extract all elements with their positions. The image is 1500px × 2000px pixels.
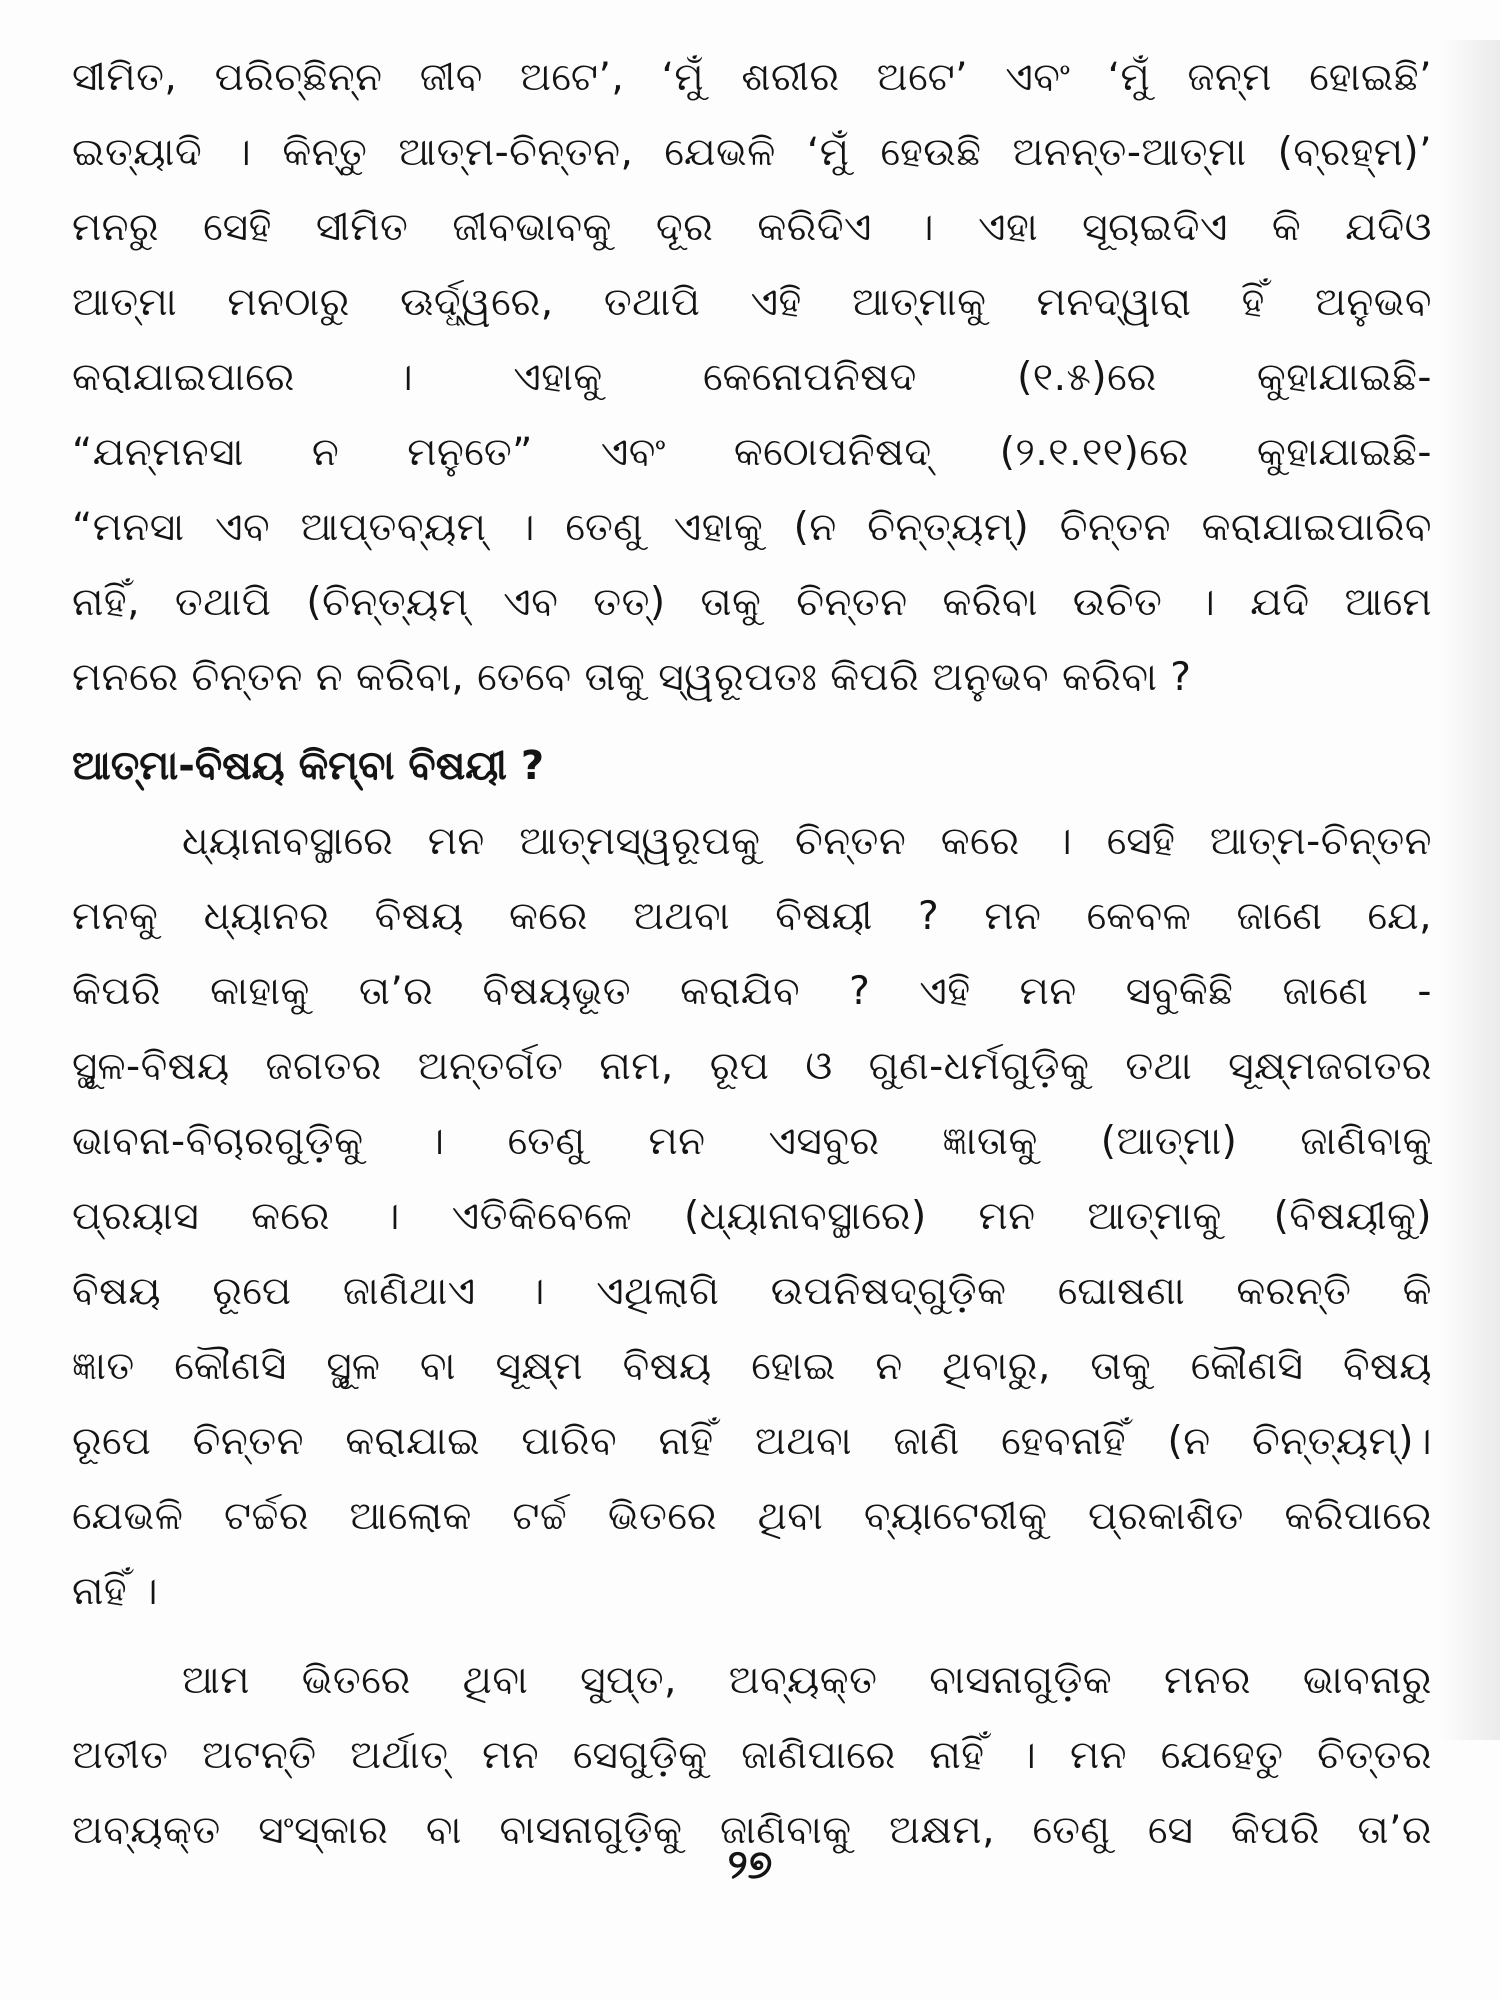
text-line: ବିଷୟ ରୂପେ ଜାଣିଥାଏ । ଏଥିଲାଗି ଉପନିଷଦ୍‌ଗୁଡ଼ିକ ଘୋଷଣା କରନ୍ତି କି (72, 1269, 1432, 1314)
text-line: ନାହିଁ, ତଥାପି (ଚିନ୍ତ୍ୟମ୍ ଏବ ତତ୍) ତାକୁ ଚିନ୍ତନ କରିବା ଉଚିତ । ଯଦି ଆମେ (72, 580, 1432, 625)
text-line: ମନକୁ ଧ୍ୟାନର ବିଷୟ କରେ ଅଥବା ବିଷୟୀ ? ମନ କେବଳ ଜାଣେ ଯେ, (72, 894, 1432, 939)
text-line: ଅବ୍ୟକ୍ତ ସଂସ୍କାର ବା ବାସନାଗୁଡ଼ିକୁ ଜାଣିବାକୁ ଅକ୍ଷମ, ତେଣୁ ସେ କିପରି ତା’ର (72, 1808, 1432, 1853)
text-line: ଭାବନା-ବିଚାରଗୁଡ଼ିକୁ । ତେଣୁ ମନ ଏସବୁର ଜ୍ଞାତାକୁ (ଆତ୍ମା) ଜାଣିବାକୁ (72, 1119, 1432, 1164)
text-line: ଇତ୍ୟାଦି । କିନ୍ତୁ ଆତ୍ମ-ଚିନ୍ତନ, ଯେଭଳି ‘ମୁଁ ହେଉଛି ଅନନ୍ତ-ଆତ୍ମା (ବ୍ରହ୍ମ)’ (72, 130, 1432, 175)
text-line: ମନରେ ଚିନ୍ତନ ନ କରିବା, ତେବେ ତାକୁ ସ୍ୱରୂପତଃ କିପରି ଅନୁଭବ କରିବା ? (72, 655, 1192, 700)
text-line: ଅତୀତ ଅଟନ୍ତି ଅର୍ଥାତ୍ ମନ ସେଗୁଡ଼ିକୁ ଜାଣିପାରେ ନାହିଁ । ମନ ଯେହେତୁ ଚିତ୍ତର (72, 1733, 1432, 1778)
text-line: “ମନସା ଏବ ଆପ୍ତବ୍ୟମ୍ । ତେଣୁ ଏହାକୁ (ନ ଚିନ୍ତ୍ୟମ୍) ଚିନ୍ତନ କରାଯାଇପାରିବ (72, 505, 1432, 550)
text-line: ଜ୍ଞାତ କୌଣସି ସ୍ଥୂଳ ବା ସୂକ୍ଷ୍ମ ବିଷୟ ହୋଇ ନ ଥିବାରୁ, ତାକୁ କୌଣସି ବିଷୟ (72, 1344, 1432, 1389)
text-line: କରାଯାଇପାରେ । ଏହାକୁ କେନୋପନିଷଦ (୧.୫)ରେ କୁହାଯାଇଛି- (72, 355, 1432, 400)
text-line: “ଯନ୍ମନସା ନ ମନୁତେ” ଏବଂ କଠୋପନିଷଦ୍ (୨.୧.୧୧)ରେ କୁହାଯାଇଛି- (72, 430, 1432, 475)
text-line: ନାହିଁ । (72, 1569, 159, 1614)
text-line: ରୂପେ ଚିନ୍ତନ କରାଯାଇ ପାରିବ ନାହିଁ ଅଥବା ଜାଣି ହେବନାହିଁ (ନ ଚିନ୍ତ୍ୟମ୍)। (72, 1419, 1432, 1464)
text-line: ଆମ ଭିତରେ ଥିବା ସୁପ୍ତ, ଅବ୍ୟକ୍ତ ବାସନାଗୁଡ଼ିକ ମନର ଭାବନାରୁ (182, 1658, 1432, 1703)
text-line: ପ୍ରୟାସ କରେ । ଏତିକିବେଳେ (ଧ୍ୟାନାବସ୍ଥାରେ) ମନ ଆତ୍ମାକୁ (ବିଷୟୀକୁ) (72, 1194, 1432, 1239)
text-line: ମନରୁ ସେହି ସୀମିତ ଜୀବଭାବକୁ ଦୂର କରିଦିଏ । ଏହା ସୂଚାଇଦିଏ କି ଯଦିଓ (72, 205, 1432, 250)
text-line: ଯେଭଳି ଟର୍ଚ୍ଚର ଆଲୋକ ଟର୍ଚ୍ଚ ଭିତରେ ଥିବା ବ୍ୟାଟେରୀକୁ ପ୍ରକାଶିତ କରିପାରେ (72, 1494, 1432, 1539)
text-line: ଧ୍ୟାନାବସ୍ଥାରେ ମନ ଆତ୍ମସ୍ୱରୂପକୁ ଚିନ୍ତନ କରେ । ସେହି ଆତ୍ମ-ଚିନ୍ତନ (182, 819, 1432, 864)
text-line: ଆତ୍ମା ମନଠାରୁ ଊର୍ଦ୍ଧ୍ୱରେ, ତଥାପି ଏହି ଆତ୍ମାକୁ ମନଦ୍ୱାରା ହିଁ ଅନୁଭବ (72, 280, 1432, 325)
text-line: ସ୍ଥୂଳ-ବିଷୟ ଜଗତର ଅନ୍ତର୍ଗତ ନାମ, ରୂପ ଓ ଗୁଣ-ଧର୍ମଗୁଡ଼ିକୁ ତଥା ସୂକ୍ଷ୍ମଜଗତର (72, 1044, 1432, 1089)
page-body (72, 40, 1432, 1868)
paragraph-2 (72, 804, 1432, 1629)
page-edge-shadow (1440, 40, 1500, 1740)
paragraph-1 (72, 40, 1432, 715)
text-line: କିପରି କାହାକୁ ତା’ର ବିଷୟଭୂତ କରାଯିବ ? ଏହି ମନ ସବୁକିଛି ଜାଣେ - (72, 969, 1432, 1014)
text-line: ସୀମିତ, ପରିଚ୍ଛିନ୍ନ ଜୀବ ଅଟେ’, ‘ମୁଁ ଶରୀର ଅଟେ’ ଏବଂ ‘ମୁଁ ଜନ୍ମ ହୋଇଛି’ (72, 55, 1432, 100)
page-number: ୨୭ (727, 1842, 773, 1888)
section-heading: ଆତ୍ମା-ବିଷୟ କିମ୍ବା ବିଷୟୀ ? (72, 743, 545, 789)
